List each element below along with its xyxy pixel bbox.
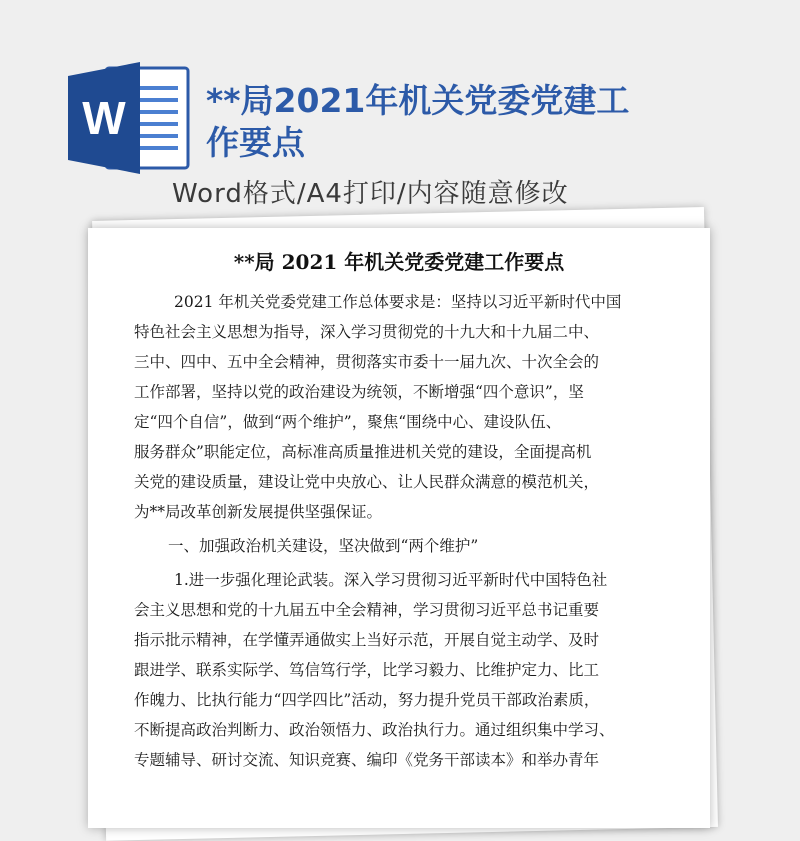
document-line: 服务群众”职能定位，高标准高质量推进机关党的建设，全面提高机 [134, 443, 592, 461]
document-line: 指示批示精神，在学懂弄通做实上当好示范，开展自觉主动学、及时 [134, 631, 600, 649]
page-title-line-2: 作要点 [206, 123, 305, 162]
document-page [88, 228, 710, 828]
word-logo-icon [66, 62, 192, 174]
document-line: 关党的建设质量，建设让党中央放心、让人民群众满意的模范机关， [134, 473, 600, 491]
document-title: **局 2021 年机关党委党建工作要点 [233, 250, 565, 274]
document-line: 会主义思想和党的十九届五中全会精神，学习贯彻习近平总书记重要 [134, 601, 600, 619]
document-line: 为**局改革创新发展提供坚强保证。 [134, 503, 383, 521]
document-line: 1.进一步强化理论武装。深入学习贯彻习近平新时代中国特色社 [174, 571, 608, 589]
document-line: 作魄力、比执行能力“四学四比”活动，努力提升党员干部政治素质， [134, 691, 600, 709]
document-line: 一、加强政治机关建设，坚决做到“两个维护” [168, 537, 479, 555]
document-line: 特色社会主义思想为指导，深入学习贯彻党的十九大和十九届二中、 [134, 323, 600, 341]
document-line: 不断提高政治判断力、政治领悟力、政治执行力。通过组织集中学习、 [134, 721, 615, 739]
document-line: 定“四个自信”，做到“两个维护”，聚焦“围绕中心、建设队伍、 [134, 413, 562, 431]
page-title-line-1: **局2021年机关党委党建工 [206, 81, 630, 120]
page-subtitle: Word格式/A4打印/内容随意修改 [172, 179, 569, 209]
document-line: 2021 年机关党委党建工作总体要求是：坚持以习近平新时代中国 [174, 293, 622, 311]
page-title [206, 80, 646, 164]
document-line: 跟进学、联系实际学、笃信笃行学，比学习毅力、比维护定力、比工 [134, 661, 600, 679]
document-line: 三中、四中、五中全会精神，贯彻落实市委十一届九次、十次全会的 [134, 353, 600, 371]
logo-letter: W [82, 92, 126, 144]
document-line: 工作部署，坚持以党的政治建设为统领，不断增强“四个意识”，坚 [134, 383, 584, 401]
document-line: 专题辅导、研讨交流、知识竞赛、编印《党务干部读本》和举办青年 [134, 751, 600, 769]
